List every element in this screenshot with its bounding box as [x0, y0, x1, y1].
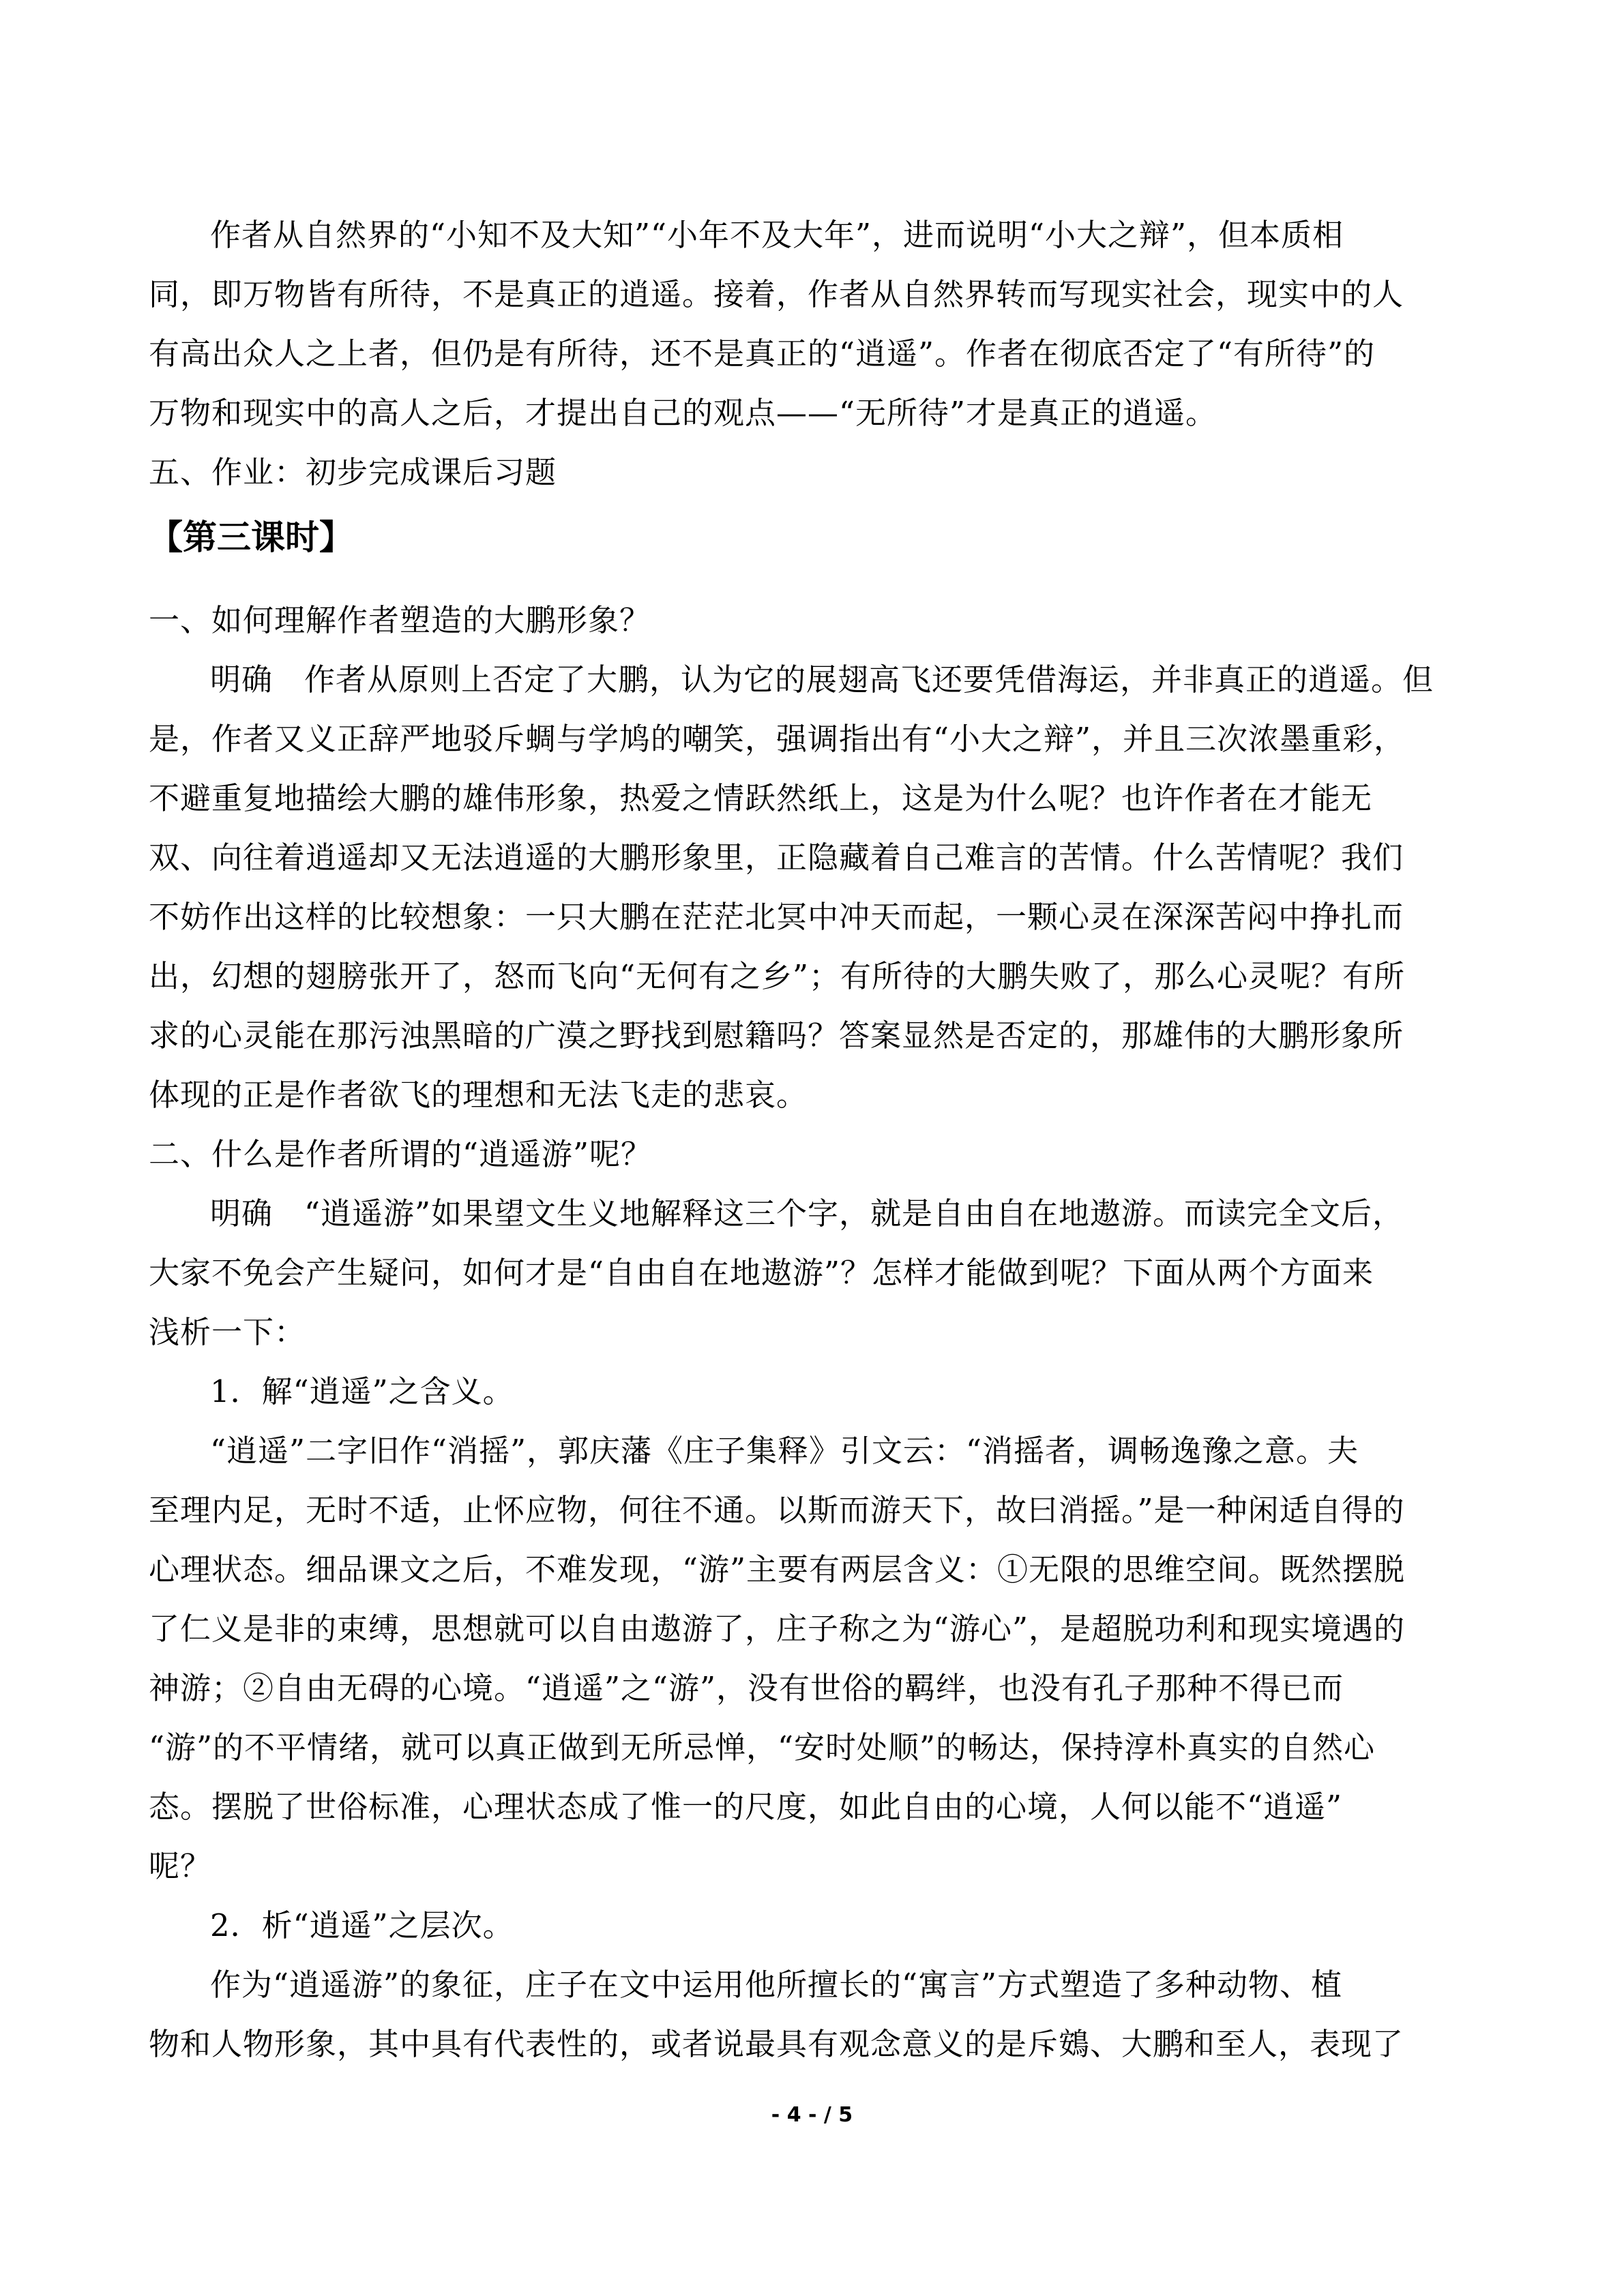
paragraph-line: 心理状态。细品课文之后，不难发现，“游”主要有两层含义：①无限的思维空间。既然摆脱 [149, 1551, 1406, 1587]
paragraph-line: 了仁义是非的束缚，思想就可以自由遨游了，庄子称之为“游心”，是超脱功利和现实境遇的 [149, 1611, 1406, 1647]
subheading: 1．解“逍遥”之含义。 [210, 1373, 514, 1410]
paragraph-line: 万物和现实中的高人之后，才提出自己的观点——“无所待”才是真正的逍遥。 [149, 395, 1217, 431]
page-number: - 4 - / 5 [771, 2103, 853, 2127]
paragraph-line: “游”的不平情绪，就可以真正做到无所忌惮，“安时处顺”的畅达，保持淳朴真实的自然心 [149, 1729, 1376, 1765]
paragraph-line: 作为“逍遥游”的象征，庄子在文中运用他所擅长的“寓言”方式塑造了多种动物、植 [210, 1967, 1343, 2003]
paragraph-line: 物和人物形象，其中具有代表性的，或者说最具有观念意义的是斥鴳、大鹏和至人，表现了 [149, 2026, 1404, 2062]
paragraph-line: 双、向往着逍遥却又无法逍遥的大鹏形象里，正隐藏着自己难言的苦情。什么苦情呢？我们 [149, 839, 1404, 876]
homework-line: 五、作业：初步完成课后习题 [149, 454, 557, 490]
question-heading: 二、什么是作者所谓的“逍遥游”呢？ [149, 1136, 653, 1172]
paragraph-line: 至理内足，无时不适，止怀应物，何往不通。以斯而游天下，故曰消摇。”是一种闲适自得的 [149, 1492, 1405, 1528]
paragraph-line: “逍遥”二字旧作“消摇”，郭庆藩《庄子集释》引文云：“消摇者，调畅逸豫之意。夫 [210, 1433, 1359, 1469]
paragraph-line: 不避重复地描绘大鹏的雄伟形象，热爱之情跃然纸上，这是为什么呢？也许作者在才能无 [149, 780, 1373, 816]
paragraph-line: 同，即万物皆有所待，不是真正的逍遥。接着，作者从自然界转而写现实社会，现实中的人 [149, 276, 1404, 312]
paragraph-line: 体现的正是作者欲飞的理想和无法飞走的悲哀。 [149, 1077, 808, 1113]
paragraph-line: 明确 作者从原则上否定了大鹏，认为它的展翅高飞还要凭借海运，并非真正的逍遥。但 [210, 661, 1434, 698]
paragraph-line: 明确 “逍遥游”如果望文生义地解释这三个字，就是自由自在地遨游。而读完全文后， [210, 1195, 1404, 1232]
section-heading: 【第三课时】 [149, 518, 353, 557]
paragraph-line: 大家不免会产生疑问，如何才是“自由自在地遨游”？怎样才能做到呢？下面从两个方面来 [149, 1255, 1374, 1291]
paragraph-line: 呢？ [149, 1848, 212, 1884]
paragraph-line: 神游；②自由无碍的心境。“逍遥”之“游”，没有世俗的羁绊，也没有孔子那种不得已而 [149, 1670, 1344, 1706]
paragraph-line: 作者从自然界的“小知不及大知”“小年不及大年”，进而说明“小大之辩”，但本质相 [210, 217, 1344, 253]
paragraph-line: 不妨作出这样的比较想象：一只大鹏在茫茫北冥中冲天而起，一颗心灵在深深苦闷中挣扎而 [149, 899, 1404, 935]
paragraph-line: 出，幻想的翅膀张开了，怒而飞向“无何有之乡”；有所待的大鹏失败了，那么心灵呢？有所 [149, 958, 1406, 994]
paragraph-line: 求的心灵能在那污浊黑暗的广漠之野找到慰籍吗？答案显然是否定的，那雄伟的大鹏形象所 [149, 1017, 1404, 1054]
paragraph-line: 态。摆脱了世俗标准，心理状态成了惟一的尺度，如此自由的心境，人何以能不“逍遥” [149, 1789, 1343, 1825]
subheading: 2．析“逍遥”之层次。 [210, 1907, 514, 1943]
paragraph-line: 是，作者又义正辞严地驳斥蜩与学鸠的嘲笑，强调指出有“小大之辩”，并且三次浓墨重彩， [149, 721, 1406, 757]
paragraph-line: 有高出众人之上者，但仍是有所待，还不是真正的“逍遥”。作者在彻底否定了“有所待”的 [149, 336, 1376, 372]
question-heading: 一、如何理解作者塑造的大鹏形象？ [149, 602, 651, 638]
paragraph-line: 浅析一下： [149, 1314, 306, 1350]
